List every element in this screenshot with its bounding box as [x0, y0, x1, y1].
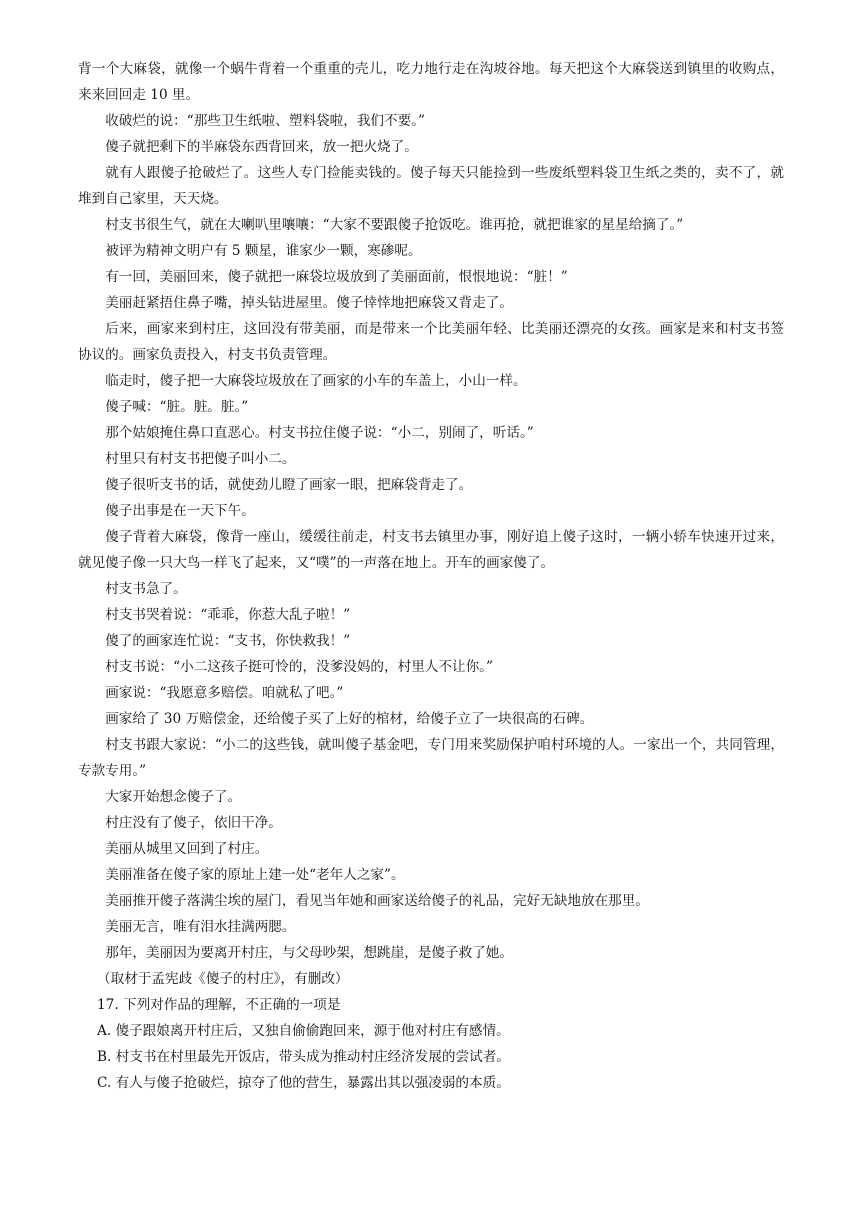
paragraph-1: 背一个大麻袋，就像一个蜗牛背着一个重重的壳儿，吃力地行走在沟坡谷地。每天把这个大麻袋送到镇里的收购点，来来回回走 10 里。	[78, 61, 784, 103]
paragraph-14: 傻子很听支书的话，就使劲儿瞪了画家一眼，把麻袋背走了。	[105, 477, 473, 493]
paragraph-24: 大家开始想念傻子了。	[105, 789, 242, 805]
paragraph-29: 美丽无言，唯有泪水挂满两腮。	[105, 919, 296, 935]
paragraph-10: 临走时，傻子把一大麻袋垃圾放在了画家的小车的车盖上，小山一样。	[105, 373, 527, 389]
paragraph-20: 村支书说：“小二这孩子挺可怜的，没爹没妈的，村里人不让你。”	[105, 659, 493, 675]
question-stem: 17. 下列对作品的理解，不正确的一项是	[97, 997, 341, 1013]
paragraph-21: 画家说：“我愿意多赔偿。咱就私了吧。”	[105, 685, 344, 701]
paragraph-28: 美丽推开傻子落满尘埃的屋门，看见当年她和画家送给傻子的礼品，完好无缺地放在那里。	[105, 893, 649, 909]
paragraph-6: 被评为精神文明户有 5 颗星，谁家少一颗，寒碜呢。	[105, 243, 422, 259]
source-note: （取材于孟宪歧《傻子的村庄》，有删改）	[97, 971, 349, 987]
paragraph-15: 傻子出事是在一天下午。	[105, 503, 255, 519]
paragraph-22: 画家给了 30 万赔偿金，还给傻子买了上好的棺材，给傻子立了一块很高的石碑。	[105, 711, 594, 727]
question-option-a: A. 傻子跟娘离开村庄后，又独自偷偷跑回来，源于他对村庄有感情。	[97, 1023, 510, 1039]
paragraph-26: 美丽从城里又回到了村庄。	[105, 841, 269, 857]
paragraph-3: 傻子就把剩下的半麻袋东西背回来，放一把火烧了。	[105, 139, 418, 155]
document-page	[78, 56, 784, 1096]
paragraph-16: 傻子背着大麻袋，像背一座山，缓缓往前走，村支书去镇里办事，刚好追上傻子这时，一辆小轿车快速开过来，就见傻子像一只大鸟一样飞了起来，又“噗”的一声落在地上。开车的画家傻了。	[78, 529, 784, 571]
paragraph-9: 后来，画家来到村庄，这回没有带美丽，而是带来一个比美丽年轻、比美丽还漂亮的女孩。画家是来和村支书签协议的。画家负责投入，村支书负责管理。	[78, 321, 784, 363]
paragraph-5: 村支书很生气，就在大喇叭里嚷嚷：“大家不要跟傻子抢饭吃。谁再抢，就把谁家的星星给摘了。”	[105, 217, 684, 233]
paragraph-30: 那年，美丽因为要离开村庄，与父母吵架，想跳崖，是傻子救了她。	[105, 945, 513, 961]
paragraph-19: 傻了的画家连忙说：“支书，你快救我！”	[105, 633, 351, 649]
paragraph-13: 村里只有村支书把傻子叫小二。	[105, 451, 296, 467]
paragraph-2: 收破烂的说：“那些卫生纸啦、塑料袋啦，我们不要。”	[105, 113, 425, 129]
question-option-c: C. 有人与傻子抢破烂，掠夺了他的营生，暴露出其以强凌弱的本质。	[97, 1075, 510, 1091]
paragraph-12: 那个姑娘掩住鼻口直恶心。村支书拉住傻子说：“小二，别闹了，听话。”	[105, 425, 534, 441]
paragraph-18: 村支书哭着说：“乖乖，你惹大乱子啦！”	[105, 607, 351, 623]
paragraph-25: 村庄没有了傻子，依旧干净。	[105, 815, 282, 831]
paragraph-11: 傻子喊：“脏。脏。脏。”	[105, 399, 249, 415]
paragraph-4: 就有人跟傻子抢破烂了。这些人专门捡能卖钱的。傻子每天只能捡到一些废纸塑料袋卫生纸之类的，卖不了，就堆到自己家里，天天烧。	[78, 165, 784, 207]
paragraph-17: 村支书急了。	[105, 581, 187, 597]
paragraph-7: 有一回，美丽回来，傻子就把一麻袋垃圾放到了美丽面前，恨恨地说：“脏！”	[105, 269, 568, 285]
paragraph-8: 美丽赶紧捂住鼻子嘴，掉头钻进屋里。傻子悻悻地把麻袋又背走了。	[105, 295, 513, 311]
paragraph-27: 美丽准备在傻子家的原址上建一处“老年人之家”。	[105, 867, 405, 883]
paragraph-23: 村支书跟大家说：“小二的这些钱，就叫傻子基金吧，专门用来奖励保护咱村环境的人。一家出一个，共同管理，专款专用。”	[78, 737, 784, 779]
question-option-b: B. 村支书在村里最先开饭店，带头成为推动村庄经济发展的尝试者。	[97, 1049, 510, 1065]
